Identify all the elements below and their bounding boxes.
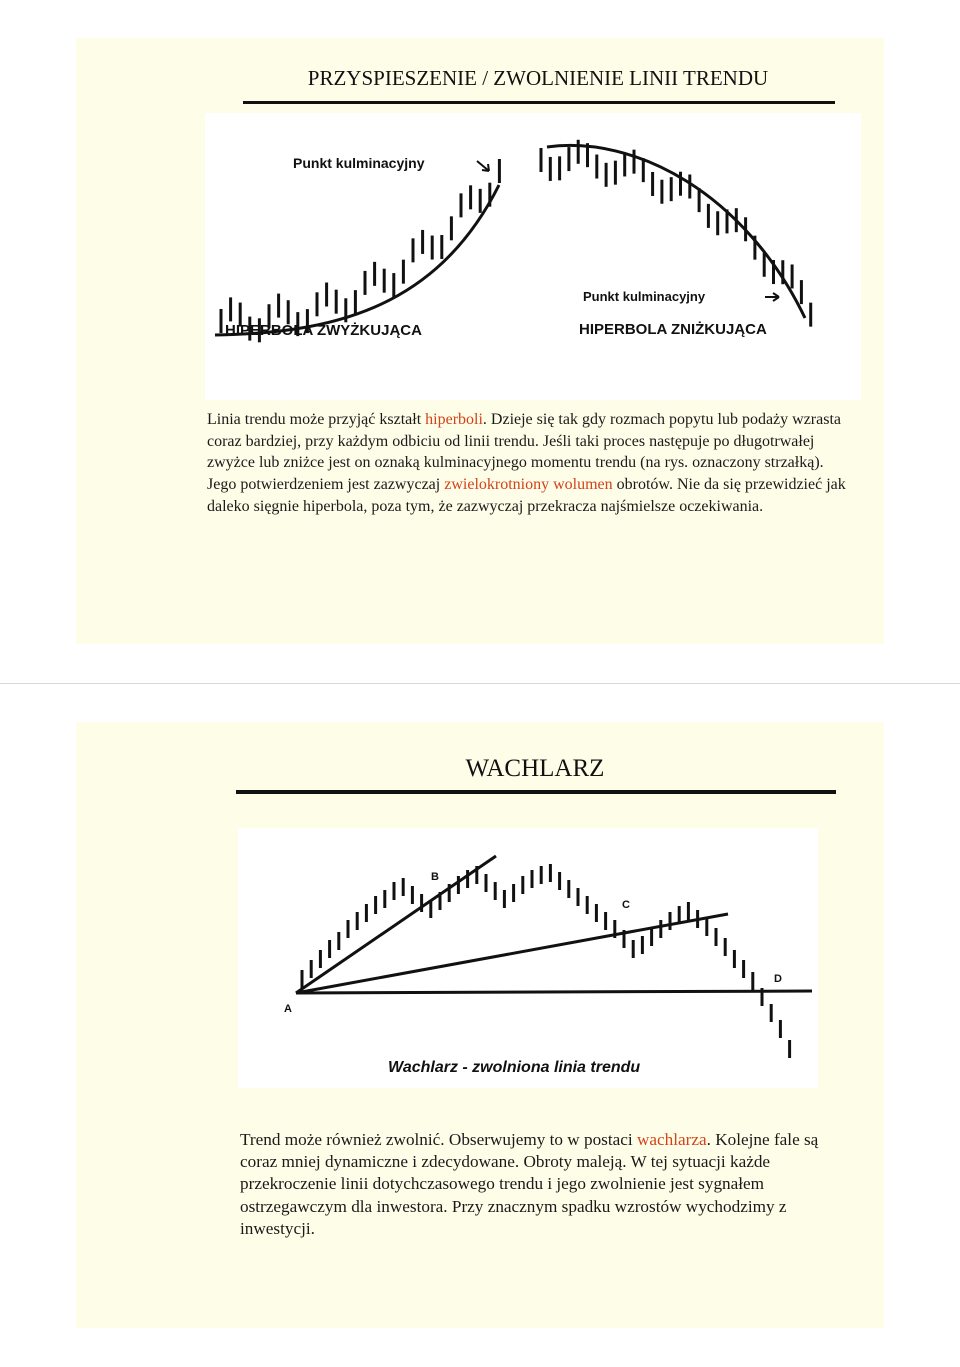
point-c-label: C: [622, 899, 630, 911]
peak-arrow-left-icon: [477, 161, 489, 171]
keyword-wolumen: zwielokrotniony wolumen: [444, 476, 613, 494]
slide-2-title-rule: [236, 790, 836, 794]
slide-1-title-rule: [243, 101, 835, 104]
para-1-text-a: Linia trendu może przyjąć kształt: [207, 411, 426, 428]
slide-1-title: PRZYSPIESZENIE / ZWOLNIENIE LINII TRENDU: [307, 66, 769, 90]
slide-2-paragraph: [240, 1129, 840, 1240]
point-d-label: D: [774, 973, 782, 985]
caption-rising-hyperbola: HIPERBOLA ZWYŻKUJĄCA: [225, 322, 422, 339]
fan-figure: [238, 828, 818, 1088]
para-1-text-b: . Dzieje się tak gdy rozmach popytu lub podaży wzrasta coraz bardziej, przy każdym odbiciu od linii trendu. Jeśli taki proces następuje po długotrwałej zwyżce lub zniżce jest on oznaką kulminacyjnego momentu trendu (na rys. oznaczony strzałką). Jego potwierdzeniem jest zazwyczaj: [207, 411, 842, 494]
rising-hyperbola-line: [215, 185, 499, 335]
keyword-wachlarza: wachlarza: [636, 1130, 707, 1149]
fan-line-c: [296, 914, 728, 993]
point-a-label: A: [284, 1003, 292, 1015]
page-divider: [0, 683, 960, 684]
slide-1-paragraph: [207, 409, 852, 518]
keyword-hiperboli: hiperboli: [425, 411, 483, 428]
fan-caption: Wachlarz - zwolniona linia trendu: [388, 1059, 641, 1076]
point-b-label: B: [431, 871, 439, 883]
fan-price-bars: [302, 864, 790, 1058]
caption-falling-hyperbola: HIPERBOLA ZNIŻKUJĄCA: [579, 321, 767, 338]
fan-line-b: [296, 856, 496, 993]
para-2-text-a: Trend może również zwolnić. Obserwujemy to w postaci: [240, 1130, 637, 1149]
hyperbola-chart: [205, 113, 861, 400]
fan-line-d: [296, 991, 812, 993]
fan-chart: [238, 828, 818, 1088]
para-1-text-c: obrotów. Nie da się przewidzieć jak daleko sięgnie hiperbola, poza tym, że zazwyczaj przekracza najśmielsze oczekiwania.: [207, 476, 846, 515]
peak-arrow-right-icon: [765, 293, 779, 301]
peak-label-left: Punkt kulminacyjny: [293, 155, 425, 171]
hyperbola-figure: [205, 113, 861, 400]
peak-label-right: Punkt kulminacyjny: [583, 289, 706, 304]
para-2-text-b: . Kolejne fale są coraz mniej dynamiczne i zdecydowane. Obroty maleją. W tej sytuacji każde przekroczenie linii dotychczasowego trendu i jego zwolnienie jest sygnałem ostrzegawczym dla inwestora. Przy znacznym spadku wzrostów wychodzimy z inwestycji.: [240, 1130, 819, 1238]
slide-2-title: WACHLARZ: [465, 755, 605, 782]
